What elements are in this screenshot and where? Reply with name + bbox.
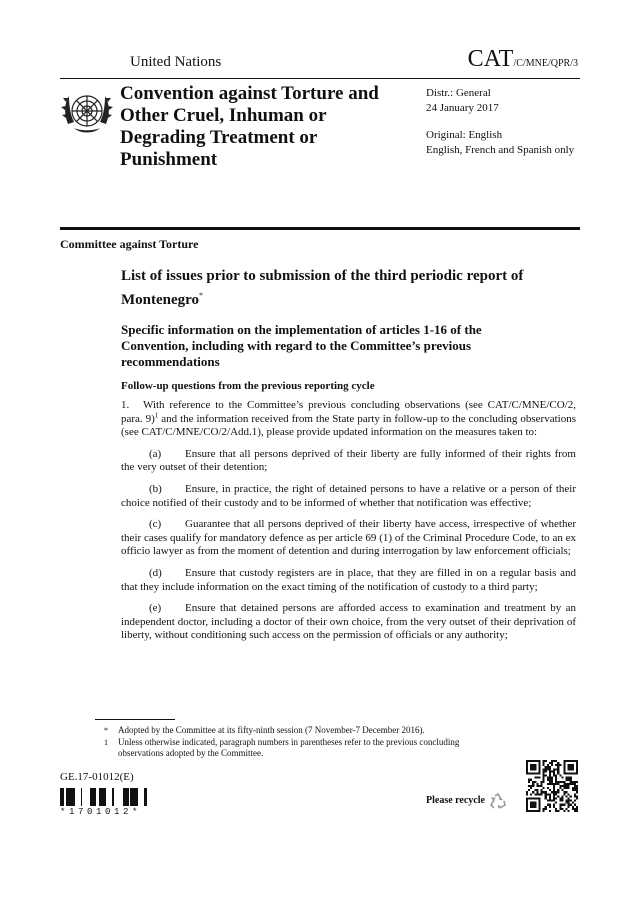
- item-letter: (d): [149, 566, 162, 579]
- footnote-mark: *: [104, 726, 108, 735]
- section-heading: Follow-up questions from the previous reporting cycle: [121, 380, 375, 392]
- paragraph-text: With reference to the Committee’s previous concluding observations (see CAT/C/MNE/CO/2, para. 9): [121, 399, 576, 425]
- paragraph-text-cont: and the information received from the State party in follow-up to the concluding observations (see CAT/C/MNE/CO/2/Add.1), please provide updated information on the measures taken to:: [121, 412, 576, 439]
- recycle-text: Please recycle: [426, 795, 485, 806]
- list-item: [121, 602, 576, 643]
- footnotes: [100, 725, 500, 760]
- item-letter: (c): [149, 518, 162, 531]
- document-subtitle: Specific information on the implementation of articles 1-16 of the Convention, including with regard to the Committee’s previous recommendations: [121, 322, 482, 369]
- original-language: Original: English: [426, 129, 503, 141]
- footnote-text: Unless otherwise indicated, paragraph numbers in parentheses refer to the previous concluding observations adopted by the Committee.: [118, 736, 460, 758]
- list-item: [121, 448, 576, 475]
- language-block: [426, 128, 574, 158]
- footnote-mark: 1: [104, 737, 108, 747]
- body-text: [121, 399, 576, 651]
- recycle-icon: [488, 792, 508, 812]
- footnote-ref: 1: [154, 410, 159, 419]
- header-rule: [60, 78, 580, 79]
- title-footnote-mark: *: [199, 291, 204, 300]
- item-text: Ensure that all persons deprived of their liberty are fully informed of their rights from the very outset of their detention;: [121, 447, 576, 474]
- footnote: [100, 725, 500, 737]
- paragraph-1: [121, 399, 576, 440]
- document-title-text: List of issues prior to submission of the third periodic report of Montenegro: [121, 268, 524, 308]
- barcode-icon: [60, 788, 152, 806]
- qr-code-icon: [526, 760, 578, 812]
- un-emblem-icon: [60, 84, 114, 138]
- distribution: Distr.: General: [426, 87, 491, 99]
- item-text: Ensure that detained persons are afforded access to examination and treatment by an independent doctor, including a doctor of their own choice, from the very outset of their deprivation of liberty, without conditioning such access on the permission of officials or any authority;: [121, 602, 576, 642]
- symbol-main: CAT: [467, 46, 514, 72]
- item-text: Ensure, in practice, the right of detained persons to have a relative or a person of their choice notified of their custody and to be informed of whether that notification was effective;: [121, 482, 576, 509]
- item-text: Guarantee that all persons deprived of their liberty have access, irrespective of whether their cases qualify for mandatory defence as per article 69 (1) of the Criminal Procedure Code, to an ex officio lawyer as from the moment of detention and during interrogation by law enforcement officials;: [121, 518, 576, 558]
- item-letter: (a): [149, 447, 162, 460]
- document-title: [121, 267, 541, 310]
- list-item: [121, 483, 576, 510]
- list-item: [121, 518, 576, 559]
- footnote-text: Adopted by the Committee at its fifty-ninth session (7 November-7 December 2016).: [118, 725, 425, 735]
- item-letter: (b): [149, 482, 162, 495]
- item-text: Ensure that custody registers are in place, that they are filled in on a regular basis and that they include information on the exact timing of the notification of custody to a third party;: [121, 566, 576, 593]
- list-item: [121, 567, 576, 594]
- paragraph-number: 1.: [121, 399, 130, 411]
- document-date: 24 January 2017: [426, 102, 499, 114]
- distribution-block: [426, 86, 499, 116]
- document-symbol: [468, 46, 578, 73]
- footnote-rule: [95, 719, 175, 720]
- ge-number: GE.17-01012(E): [60, 771, 134, 783]
- symbol-suffix: /C/MNE/QPR/3: [513, 58, 578, 69]
- languages: English, French and Spanish only: [426, 144, 575, 156]
- committee-name: Committee against Torture: [60, 237, 199, 251]
- header-thick-rule: [60, 227, 580, 230]
- footnote: [100, 737, 500, 760]
- barcode-number: *1701012*: [60, 807, 142, 817]
- organization-name: United Nations: [130, 54, 222, 70]
- item-letter: (e): [149, 602, 162, 615]
- convention-title: Convention against Torture and Other Cruel, Inhuman or Degrading Treatment or Punishment: [120, 83, 379, 170]
